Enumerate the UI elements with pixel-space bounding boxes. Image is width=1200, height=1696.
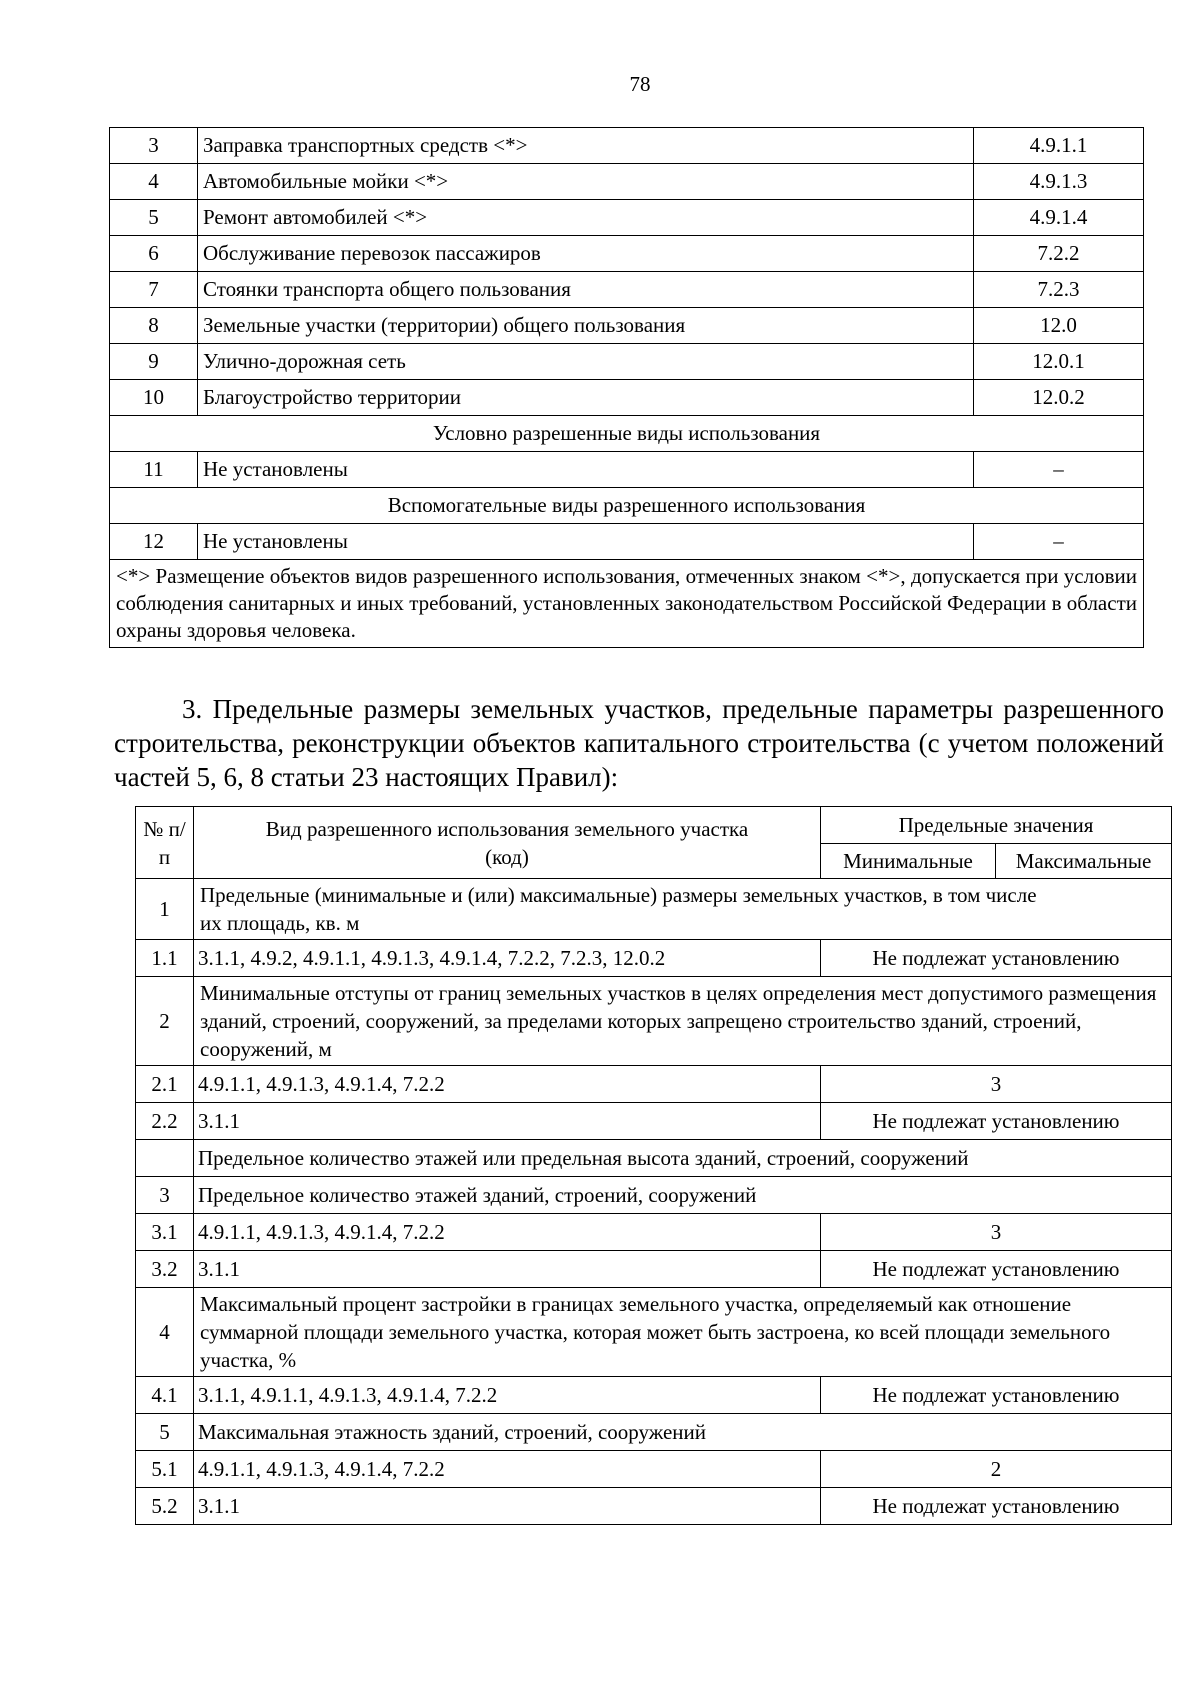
use-code: – [974,524,1144,560]
row-number: 5.2 [136,1488,194,1525]
use-name: Заправка транспортных средств <*> [198,128,974,164]
use-codes: 3.1.1, 4.9.2, 4.9.1.1, 4.9.1.3, 4.9.1.4, 7.2.2, 7.2.3, 12.0.2 [194,940,821,977]
section-paragraph [114,692,1164,794]
table-row [136,1414,1172,1451]
parameter-title: Максимальный процент застройки в границах земельного участка, определяемый как отношение суммарной площади земельного участка, которая может быть застроена, ко всей площади земельного участка, % [194,1288,1172,1377]
row-number: 11 [110,452,198,488]
table-row [136,879,1172,940]
table-row [136,1066,1172,1103]
table-row [136,1251,1172,1288]
use-code: 7.2.2 [974,236,1144,272]
footnote-row [110,560,1144,648]
table-row [136,1288,1172,1377]
table-row [110,452,1144,488]
table-row [136,1103,1172,1140]
use-name: Благоустройство территории [198,380,974,416]
use-name: Улично-дорожная сеть [198,344,974,380]
table-row [110,344,1144,380]
parameter-title: Предельные (минимальные и (или) максимальные) размеры земельных участков, в том числе их площадь, кв. м [194,879,1172,940]
row-number: 1 [136,879,194,940]
table-row [110,308,1144,344]
row-number: 10 [110,380,198,416]
use-code: 12.0.2 [974,380,1144,416]
header-limits: Предельные значения [821,807,1172,844]
permitted-uses-table [109,127,1144,648]
paragraph-text: 3. Предельные размеры земельных участков, предельные параметры разрешенного строительства, реконструкции объектов капитального строительства (с учетом положений частей 5, 6, 8 статьи 23 настоящих Правил): [114,694,1164,792]
use-codes: 3.1.1 [194,1103,821,1140]
use-codes: 4.9.1.1, 4.9.1.3, 4.9.1.4, 7.2.2 [194,1066,821,1103]
header-min: Минимальные [821,844,996,879]
use-code: – [974,452,1144,488]
limit-value: 2 [821,1451,1172,1488]
use-codes: 3.1.1 [194,1488,821,1525]
use-name: Ремонт автомобилей <*> [198,200,974,236]
table-row [110,524,1144,560]
table-row [136,1140,1172,1177]
use-codes: 3.1.1 [194,1251,821,1288]
page-number: 78 [629,72,651,96]
row-number: 3 [136,1177,194,1214]
use-code: 7.2.3 [974,272,1144,308]
limit-value: Не подлежат установлению [821,1377,1172,1414]
limit-value: Не подлежат установлению [821,1251,1172,1288]
row-number: 4 [136,1288,194,1377]
section-heading-conditional: Условно разрешенные виды использования [110,416,1144,452]
limit-value: 3 [821,1066,1172,1103]
use-name: Стоянки транспорта общего пользования [198,272,974,308]
table-row [136,940,1172,977]
row-number: 5 [136,1414,194,1451]
row-number: 2 [136,977,194,1066]
use-name: Автомобильные мойки <*> [198,164,974,200]
use-code: 4.9.1.3 [974,164,1144,200]
header-row [136,807,1172,844]
row-number-empty [136,1140,194,1177]
use-name: Не установлены [198,452,974,488]
use-code: 12.0 [974,308,1144,344]
use-name: Обслуживание перевозок пассажиров [198,236,974,272]
row-number: 6 [110,236,198,272]
footnote: <*> Размещение объектов видов разрешенного использования, отмеченных знаком <*>, допускается при условии соблюдения санитарных и иных требований, установленных законодательством Российской Федерации в области охраны здоровья человека. [110,560,1144,648]
limit-value: 3 [821,1214,1172,1251]
table-row [136,1451,1172,1488]
use-code: 4.9.1.4 [974,200,1144,236]
row-number: 5 [110,200,198,236]
limit-value: Не подлежат установлению [821,940,1172,977]
row-number: 2.2 [136,1103,194,1140]
table-row [110,164,1144,200]
table-row [110,236,1144,272]
row-number: 2.1 [136,1066,194,1103]
row-number: 8 [110,308,198,344]
table-row [136,1177,1172,1214]
row-number: 4 [110,164,198,200]
use-codes: 3.1.1, 4.9.1.1, 4.9.1.3, 4.9.1.4, 7.2.2 [194,1377,821,1414]
table-row [110,128,1144,164]
limit-value: Не подлежат установлению [821,1488,1172,1525]
parameter-title: Максимальная этажность зданий, строений, сооружений [194,1414,1172,1451]
row-number: 3.2 [136,1251,194,1288]
section-row [110,488,1144,524]
header-num: № п/п [136,807,194,879]
row-number: 3.1 [136,1214,194,1251]
section-heading-auxiliary: Вспомогательные виды разрешенного использования [110,488,1144,524]
use-codes: 4.9.1.1, 4.9.1.3, 4.9.1.4, 7.2.2 [194,1214,821,1251]
table-row [110,272,1144,308]
section-row [110,416,1144,452]
parameter-title: Предельное количество этажей или предельная высота зданий, строений, сооружений [194,1140,1172,1177]
row-number: 4.1 [136,1377,194,1414]
use-name: Земельные участки (территории) общего пользования [198,308,974,344]
table-row [136,1488,1172,1525]
table-row [136,1377,1172,1414]
row-number: 7 [110,272,198,308]
header-kind: Вид разрешенного использования земельного участка (код) [194,807,821,879]
row-number: 3 [110,128,198,164]
limit-value: Не подлежат установлению [821,1103,1172,1140]
parameter-title: Минимальные отступы от границ земельных участков в целях определения мест допустимого размещения зданий, строений, сооружений, за пределами которых запрещено строительство зданий, строений, сооружений, м [194,977,1172,1066]
table-row [110,200,1144,236]
table-row [110,380,1144,416]
table-row [136,1214,1172,1251]
row-number: 9 [110,344,198,380]
row-number: 1.1 [136,940,194,977]
limits-table [135,806,1172,1525]
use-codes: 4.9.1.1, 4.9.1.3, 4.9.1.4, 7.2.2 [194,1451,821,1488]
table-row [136,977,1172,1066]
row-number: 5.1 [136,1451,194,1488]
header-max: Максимальные [996,844,1172,879]
use-code: 12.0.1 [974,344,1144,380]
use-name: Не установлены [198,524,974,560]
use-code: 4.9.1.1 [974,128,1144,164]
parameter-title: Предельное количество этажей зданий, строений, сооружений [194,1177,1172,1214]
row-number: 12 [110,524,198,560]
